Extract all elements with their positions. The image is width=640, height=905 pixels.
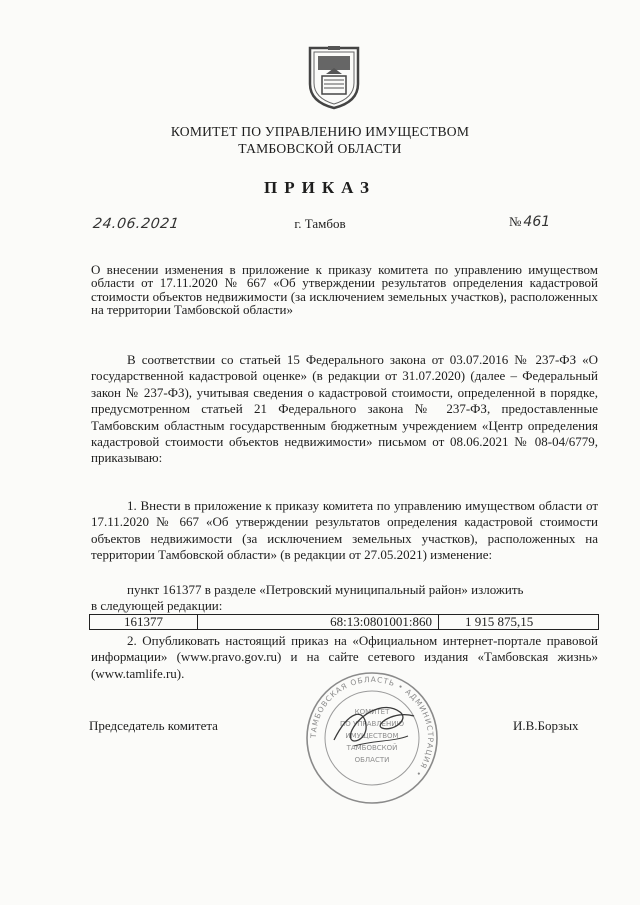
city-label: г. Тамбов xyxy=(294,216,346,231)
order-number xyxy=(509,214,550,230)
table-cell-value: 1 915 875,15 xyxy=(439,615,599,630)
official-seal-stamp xyxy=(304,670,440,806)
item-1-sub-line1: пункт 161377 в разделе «Петровский муниципальный район» изложить xyxy=(127,582,524,597)
item-1-sub-line2: в следующей редакции: xyxy=(91,598,223,613)
item-1-paragraph: 1. Внести в приложение к приказу комитета по управлению имуществом области от 17.11.2020 № 667 «Об утверждении результатов определения кадастровой стоимости объектов недвижимости (за исключением земельных участков), расположенных на территории Тамбовской области» (в редакции от 27.05.2021) изменение: xyxy=(91,498,598,563)
order-subject: О внесении изменения в приложение к приказу комитета по управлению имуществом области от 17.11.2020 № 667 «Об утверждении результатов определения кадастровой стоимости объектов недвижимости (за исключением земельных участков), расположенных на территории Тамбовской области» xyxy=(91,262,598,317)
seal-text-line: ОБЛАСТИ xyxy=(354,756,390,764)
seal-text-line: ИМУЩЕСТВОМ xyxy=(345,732,399,740)
handwritten-date: 24.06.2021 xyxy=(91,216,181,232)
seal-text-line: ТАМБОВСКОЙ xyxy=(346,744,398,752)
coat-of-arms-emblem xyxy=(304,44,364,110)
signatory-name: И.В.Борзых xyxy=(513,718,579,733)
seal-text-line: ПО УПРАВЛЕНИЮ xyxy=(339,720,405,728)
preamble-paragraph: В соответствии со статьей 15 Федерального закона от 03.07.2016 № 237-ФЗ «О государственной кадастровой оценке» (в редакции от 31.07.2020) (далее – Федеральный закон № 237-ФЗ), учитывая сведения о кадастровой стоимости, определенной в порядке, предусмотренном статьей 21 Федерального закона № 237-ФЗ, предоставленные Тамбовским областным государственным бюджетным учреждением «Центр определения кадастровой стоимости объектов недвижимости» письмом от 08.06.2021 № 08-04/6779, приказываю: xyxy=(91,352,598,466)
table-row xyxy=(90,615,599,630)
number-sign: № xyxy=(509,214,522,229)
document-title: ПРИКАЗ xyxy=(264,178,376,197)
organization-name-line2: ТАМБОВСКОЙ ОБЛАСТИ xyxy=(238,141,402,156)
table-cell-point: 161377 xyxy=(90,615,198,630)
item-2-paragraph: 2. Опубликовать настоящий приказ на «Официальном интернет-портале правовой информации» (www.pravo.gov.ru) и на сайте сетевого издания «Тамбовская жизнь» (www.tamlife.ru). xyxy=(91,633,598,681)
handwritten-number: 461 xyxy=(523,214,551,230)
table-cell-cadastral-number: 68:13:0801001:860 xyxy=(198,615,439,630)
seal-text-line: КОМИТЕТ xyxy=(354,708,390,716)
organization-name-line1: КОМИТЕТ ПО УПРАВЛЕНИЮ ИМУЩЕСТВОМ xyxy=(170,124,470,139)
seal-ring-text: ТАМБОВСКАЯ ОБЛАСТЬ • АДМИНИСТРАЦИЯ • xyxy=(308,674,436,779)
cadastral-value-table xyxy=(89,614,599,630)
signatory-position: Председатель комитета xyxy=(89,718,218,733)
